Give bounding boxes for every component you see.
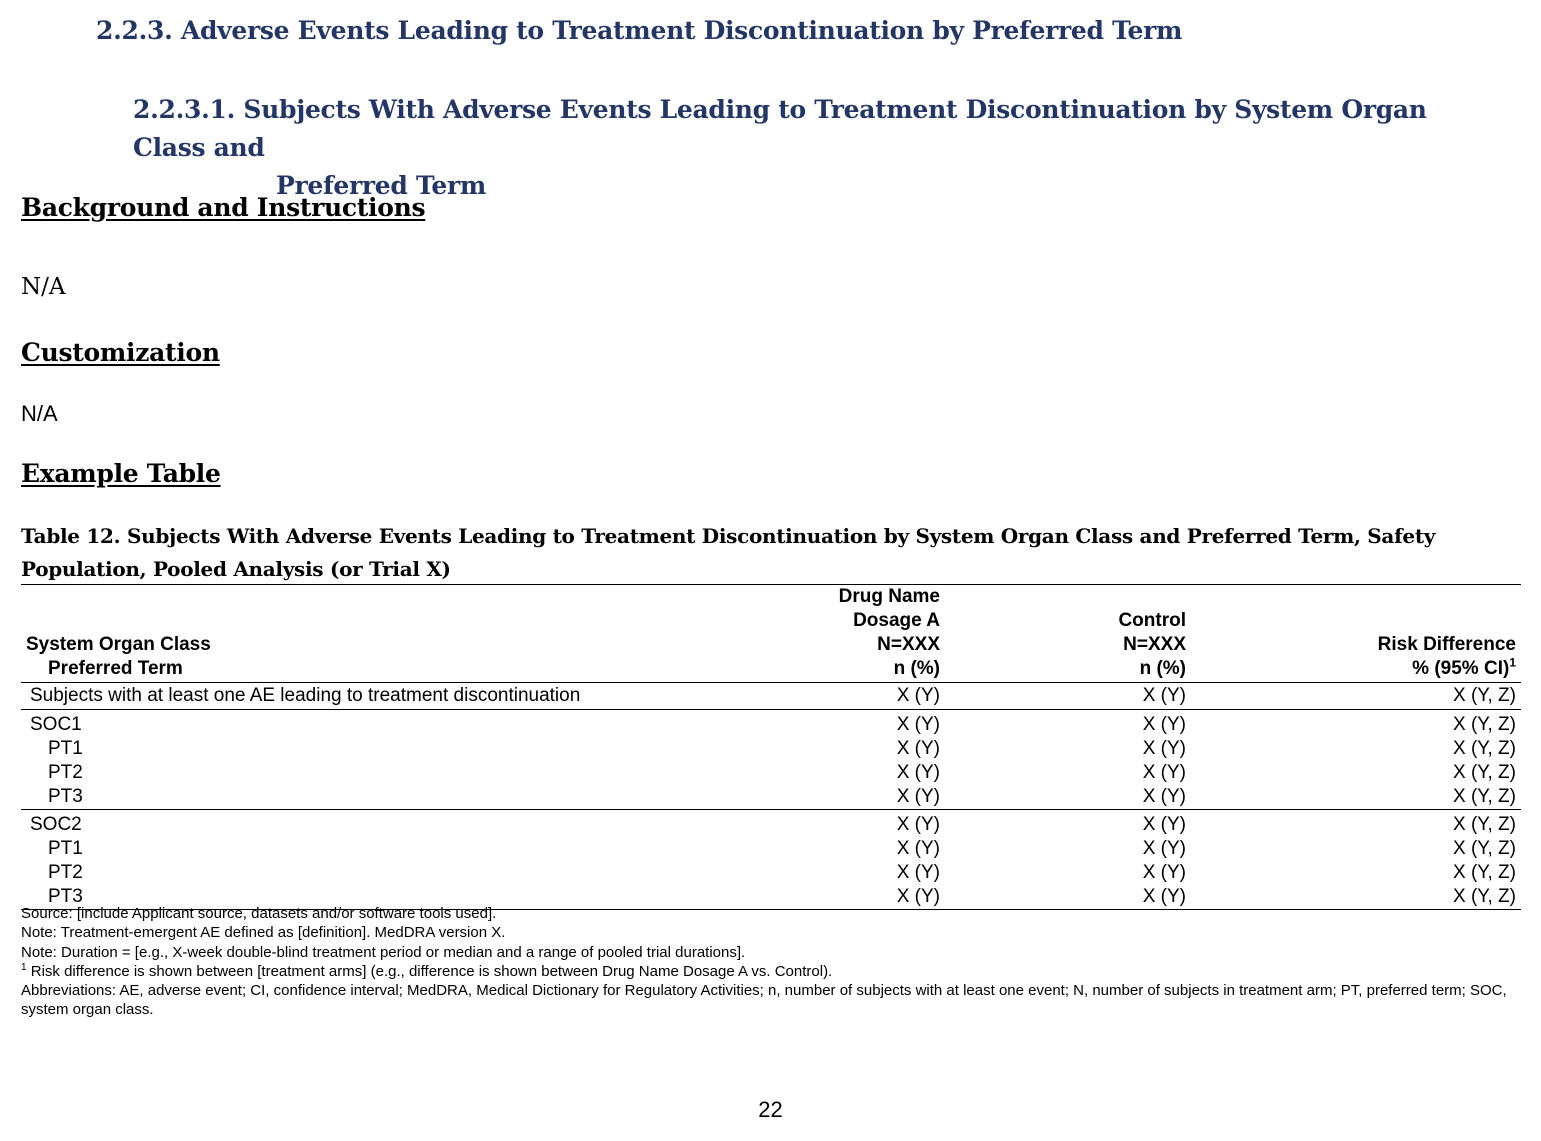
row-label: PT1 (48, 738, 83, 759)
row-label: PT3 (48, 786, 83, 807)
header-risk-name: Risk Difference (1377, 634, 1516, 655)
row-control: X (Y) (1142, 786, 1186, 807)
customization-text: N/A (21, 401, 58, 426)
background-title: Background and Instructions (21, 193, 426, 222)
row-label: SOC2 (21, 810, 813, 838)
row-drug: X (Y) (896, 862, 940, 883)
customization-title: Customization (21, 338, 220, 367)
header-control-unit: n (%) (1139, 658, 1186, 679)
table-row (21, 737, 1521, 761)
row-risk: X (Y, Z) (1453, 786, 1516, 807)
footnote-text: Risk difference is shown between [treatment arms] (e.g., difference is shown between Drug Name Dosage A vs. Control). (26, 962, 833, 980)
row-drug: X (Y) (813, 710, 945, 738)
row-label: PT1 (48, 838, 83, 859)
abbreviations-note: Abbreviations: AE, adverse event; CI, confidence interval; MedDRA, Medical Dictionary for Regulatory Activities; n, number of subjects with at least one event; N, number of subjects in treatment arm; PT, preferred term; SOC, system organ class. (21, 982, 1507, 1019)
table-header (21, 585, 1521, 683)
header-drug-unit: n (%) (893, 658, 940, 679)
summary-risk: X (Y, Z) (1453, 685, 1516, 706)
header-drug-name: Drug Name (838, 586, 940, 607)
row-risk: X (Y, Z) (1453, 838, 1516, 859)
heading-line-1: 2.2.3.1. Subjects With Adverse Events Leading to Treatment Discontinuation by System Organ Class and (133, 95, 1427, 162)
header-drug (813, 585, 945, 683)
row-drug: X (Y) (813, 885, 945, 910)
background-text: N/A (21, 274, 66, 300)
row-drug: X (Y) (896, 838, 940, 859)
example-table-title: Example Table (21, 459, 221, 488)
source-note: Source: [include Applicant source, datasets and/or software tools used]. (21, 905, 497, 922)
summary-row (21, 683, 1521, 710)
header-risk (1191, 585, 1521, 683)
row-label: PT2 (48, 862, 83, 883)
header-soc-pt (21, 585, 813, 683)
summary-control: X (Y) (1142, 685, 1186, 706)
summary-label: Subjects with at least one AE leading to treatment discontinuation (30, 685, 581, 706)
note-teae: Note: Treatment-emergent AE defined as [definition]. MedDRA version X. (21, 924, 506, 942)
row-control: X (Y) (945, 810, 1191, 838)
section-heading-2-2-3-1 (133, 91, 1463, 205)
note-duration: Note: Duration = [e.g., X-week double-blind treatment period or median and a range of pooled trial durations]. (21, 943, 746, 961)
table-row (21, 710, 1521, 738)
header-soc: System Organ Class (26, 634, 211, 655)
footnote-marker: 1 (1509, 655, 1516, 670)
header-drug-n: N=XXX (877, 634, 940, 655)
header-control-n: N=XXX (1123, 634, 1186, 655)
row-label: PT2 (48, 762, 83, 783)
row-label: SOC1 (21, 710, 813, 738)
row-control: X (Y) (945, 710, 1191, 738)
row-risk: X (Y, Z) (1453, 862, 1516, 883)
table-row (21, 761, 1521, 785)
adverse-events-table (21, 584, 1521, 910)
row-risk: X (Y, Z) (1191, 885, 1521, 910)
footnote-1 (21, 962, 1521, 981)
page-number: 22 (758, 1097, 783, 1122)
heading-line-2: Preferred Term (276, 171, 487, 200)
row-risk: X (Y, Z) (1453, 762, 1516, 783)
row-control: X (Y) (1142, 838, 1186, 859)
header-risk-unit: % (95% CI) (1412, 658, 1510, 679)
section-heading-2-2-3: 2.2.3. Adverse Events Leading to Treatment Discontinuation by Preferred Term (96, 16, 1183, 45)
header-pt: Preferred Term (48, 658, 183, 679)
row-risk: X (Y, Z) (1191, 810, 1521, 838)
row-risk: X (Y, Z) (1453, 738, 1516, 759)
table-row (21, 861, 1521, 885)
table-row (21, 785, 1521, 810)
row-drug: X (Y) (896, 738, 940, 759)
row-label: PT3 (21, 885, 813, 910)
row-drug: X (Y) (813, 810, 945, 838)
row-control: X (Y) (1142, 862, 1186, 883)
table-row (21, 810, 1521, 838)
row-drug: X (Y) (896, 762, 940, 783)
header-control-name: Control (1118, 610, 1186, 631)
table-notes (21, 904, 1521, 1020)
footnote-mark: 1 (21, 961, 27, 973)
table-body (21, 683, 1521, 910)
table-row (21, 837, 1521, 861)
row-control: X (Y) (945, 885, 1191, 910)
row-control: X (Y) (1142, 738, 1186, 759)
header-control (945, 585, 1191, 683)
row-risk: X (Y, Z) (1191, 710, 1521, 738)
header-drug-dosage: Dosage A (853, 610, 940, 631)
row-drug: X (Y) (896, 786, 940, 807)
row-control: X (Y) (1142, 762, 1186, 783)
summary-drug: X (Y) (896, 685, 940, 706)
table-caption: Table 12. Subjects With Adverse Events Leading to Treatment Discontinuation by System Organ Class and Preferred Term, Safety Population, Pooled Analysis (or Trial X) (21, 524, 1436, 581)
